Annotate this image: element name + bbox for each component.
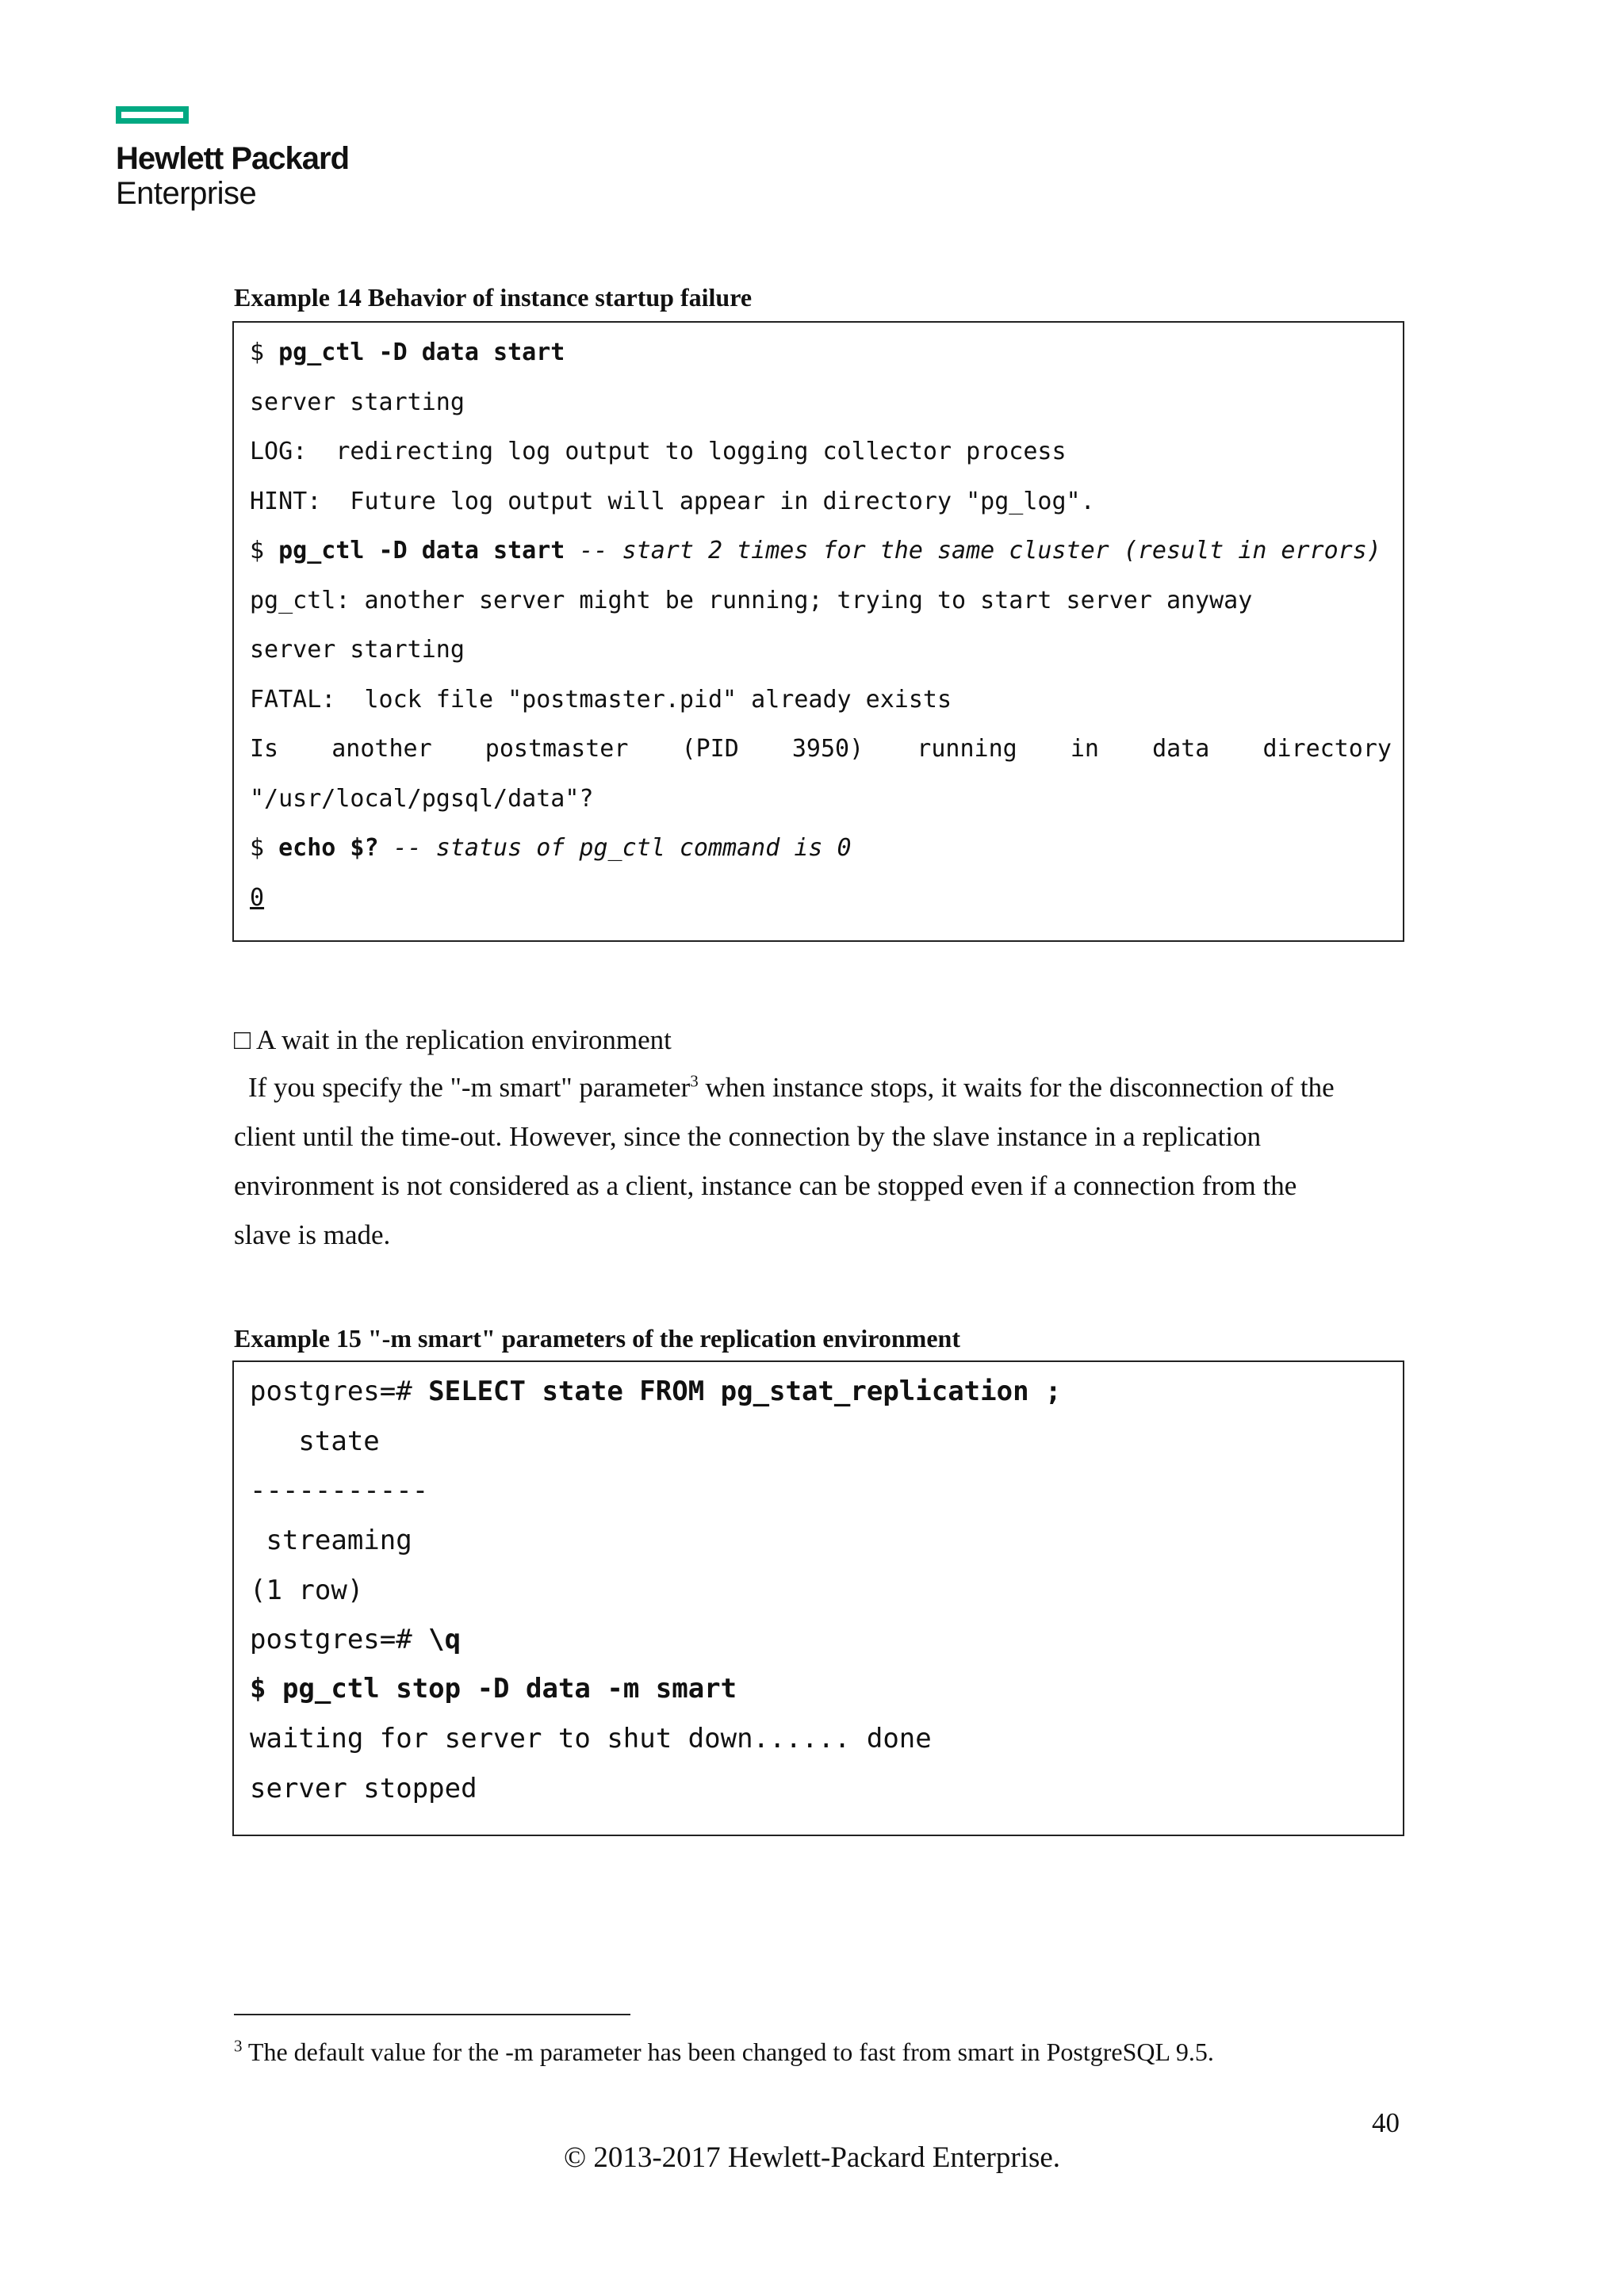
code-line: state bbox=[250, 1425, 380, 1457]
code-line: streaming bbox=[250, 1525, 412, 1556]
paragraph-line: environment is not considered as a client, instance can be stopped even if a connection from the bbox=[234, 1170, 1297, 1201]
example-14-code-box bbox=[232, 321, 1404, 942]
logo-line-1: Hewlett Packard bbox=[116, 141, 350, 176]
footnote-divider bbox=[234, 2014, 630, 2015]
logo-line-2: Enterprise bbox=[116, 176, 257, 211]
hpe-logo-mark bbox=[116, 106, 189, 124]
code-line: LOG: redirecting log output to logging collector process bbox=[250, 438, 1067, 465]
hpe-logo bbox=[116, 106, 349, 211]
code-line: $ pg_ctl -D data start bbox=[250, 339, 565, 366]
code-line: waiting for server to shut down...... done bbox=[250, 1723, 932, 1755]
bullet-symbol: □ bbox=[234, 1024, 251, 1055]
code-line: $ echo $? -- status of pg_ctl command is 0 bbox=[250, 834, 852, 862]
section-heading bbox=[234, 1024, 672, 1056]
paragraph-line: slave is made. bbox=[234, 1219, 391, 1250]
code-line: ----------- bbox=[250, 1475, 429, 1506]
example-14-caption: Example 14 Behavior of instance startup failure bbox=[234, 283, 753, 312]
code-line: $ pg_ctl -D data start -- start 2 times for the same cluster (result in errors) bbox=[250, 537, 1381, 564]
example-15-code-box bbox=[232, 1360, 1404, 1836]
code-line: FATAL: lock file "postmaster.pid" already exists bbox=[250, 686, 952, 714]
footnote-number: 3 bbox=[234, 2036, 243, 2056]
code-line: 0 bbox=[250, 884, 265, 912]
copyright: © 2013-2017 Hewlett-Packard Enterprise. bbox=[563, 2141, 1061, 2174]
code-line: server stopped bbox=[250, 1773, 477, 1804]
code-line: postgres=# \q bbox=[250, 1624, 462, 1655]
footnote-text: The default value for the -m parameter has been changed to fast from smart in PostgreSQL 9.5. bbox=[242, 2038, 1214, 2066]
code-line: HINT: Future log output will appear in directory "pg_log". bbox=[250, 488, 1095, 515]
code-line: server starting bbox=[250, 636, 465, 664]
section-heading-text: A wait in the replication environment bbox=[255, 1024, 672, 1055]
code-line: (1 row) bbox=[250, 1575, 364, 1606]
code-line: "/usr/local/pgsql/data"? bbox=[250, 785, 594, 813]
paragraph-line: client until the time-out. However, since the connection by the slave instance in a replication bbox=[234, 1121, 1262, 1152]
example-15-caption: Example 15 "-m smart" parameters of the replication environment bbox=[234, 1324, 960, 1353]
page-number: 40 bbox=[1372, 2107, 1400, 2138]
footnote-ref: 3 bbox=[690, 1071, 699, 1091]
body-paragraph bbox=[234, 1063, 1408, 1260]
paragraph-line: If you specify the "-m smart" parameter$^3$ when instance stops, it waits for the disconnection of the bbox=[248, 1071, 1335, 1103]
code-line: server starting bbox=[250, 388, 465, 416]
code-line: postgres=# SELECT state FROM pg_stat_replication ; bbox=[250, 1376, 1062, 1407]
code-line-justified: Is another postmaster (PID 3950) running in data directory bbox=[250, 735, 1392, 763]
code-line: pg_ctl: another server might be running; trying to start server anyway bbox=[250, 587, 1253, 614]
code-line: $ pg_ctl stop -D data -m smart bbox=[250, 1673, 737, 1705]
footnote bbox=[234, 2038, 1214, 2067]
